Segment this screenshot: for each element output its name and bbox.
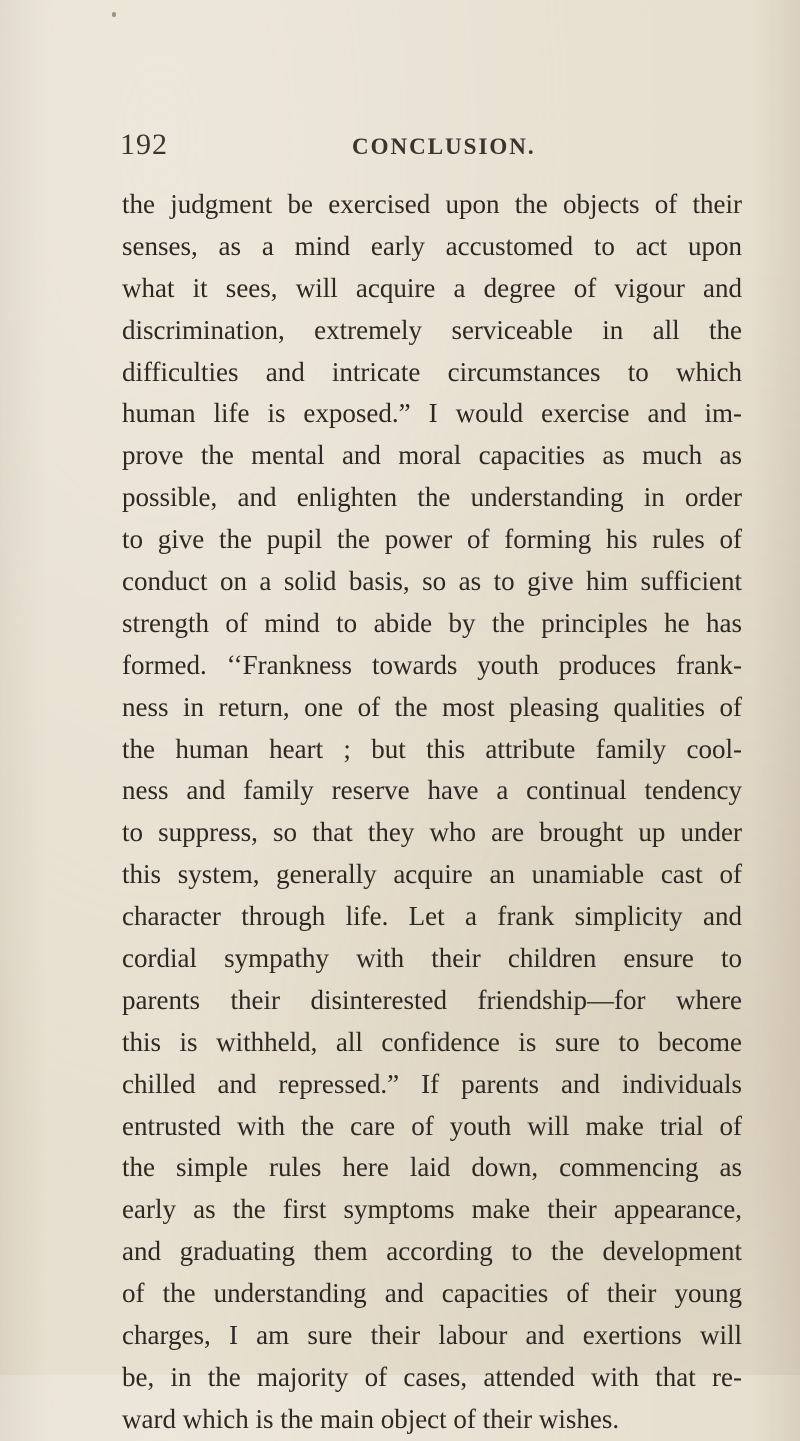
text-line: ness in return, one of the most pleasing qualities of xyxy=(122,691,742,722)
text-line: and graduating them according to the development xyxy=(122,1236,742,1267)
text-line: discrimination, extremely serviceable in all the xyxy=(122,314,742,345)
text-line: human life is exposed.” I would exercise and im- xyxy=(122,398,742,429)
text-line: the human heart ; but this attribute family cool- xyxy=(122,733,742,764)
text-line: prove the mental and moral capacities as much as xyxy=(122,440,742,471)
text-line: possible, and enlighten the understanding in order xyxy=(122,482,742,513)
running-head: CONCLUSION. xyxy=(352,134,536,159)
ink-speck xyxy=(112,12,116,17)
text-line: to give the pupil the power of forming his rules of xyxy=(122,524,742,555)
text-line: parents their disinterested friendship—for where xyxy=(122,984,742,1015)
text-line: chilled and repressed.” If parents and individuals xyxy=(122,1068,742,1099)
text-line: the judgment be exercised upon the objects of their xyxy=(122,189,742,219)
text-line: character through life. Let a frank simplicity and xyxy=(122,901,742,932)
body-text xyxy=(122,184,742,1441)
text-line: early as the first symptoms make their appearance, xyxy=(122,1194,742,1225)
text-line: to suppress, so that they who are brought up under xyxy=(122,817,742,848)
text-line: strength of mind to abide by the principles he has xyxy=(122,607,742,638)
text-line: conduct on a solid basis, so as to give him sufficient xyxy=(122,566,742,597)
text-line: ness and family reserve have a continual tendency xyxy=(122,775,742,806)
text-line: be, in the majority of cases, attended with that re- xyxy=(122,1361,742,1392)
text-line: ward which is the main object of their wishes. xyxy=(122,1403,620,1434)
text-line: this system, generally acquire an unamiable cast of xyxy=(122,859,742,890)
text-line: the simple rules here laid down, commencing as xyxy=(122,1152,742,1183)
text-line: of the understanding and capacities of their young xyxy=(122,1278,742,1309)
page-header xyxy=(120,128,740,168)
text-line: senses, as a mind early accustomed to act upon xyxy=(122,230,742,261)
text-line: difficulties and intricate circumstances to which xyxy=(122,356,742,387)
text-line: charges, I am sure their labour and exertions will xyxy=(122,1320,742,1351)
text-line: entrusted with the care of youth will make trial of xyxy=(122,1110,742,1141)
page-number: 192 xyxy=(120,128,168,161)
text-line: formed. ‘‘Frankness towards youth produces frank- xyxy=(122,649,742,680)
text-line: this is withheld, all confidence is sure to become xyxy=(122,1026,742,1057)
text-line: cordial sympathy with their children ensure to xyxy=(122,943,742,974)
text-line: what it sees, will acquire a degree of vigour and xyxy=(122,272,742,303)
